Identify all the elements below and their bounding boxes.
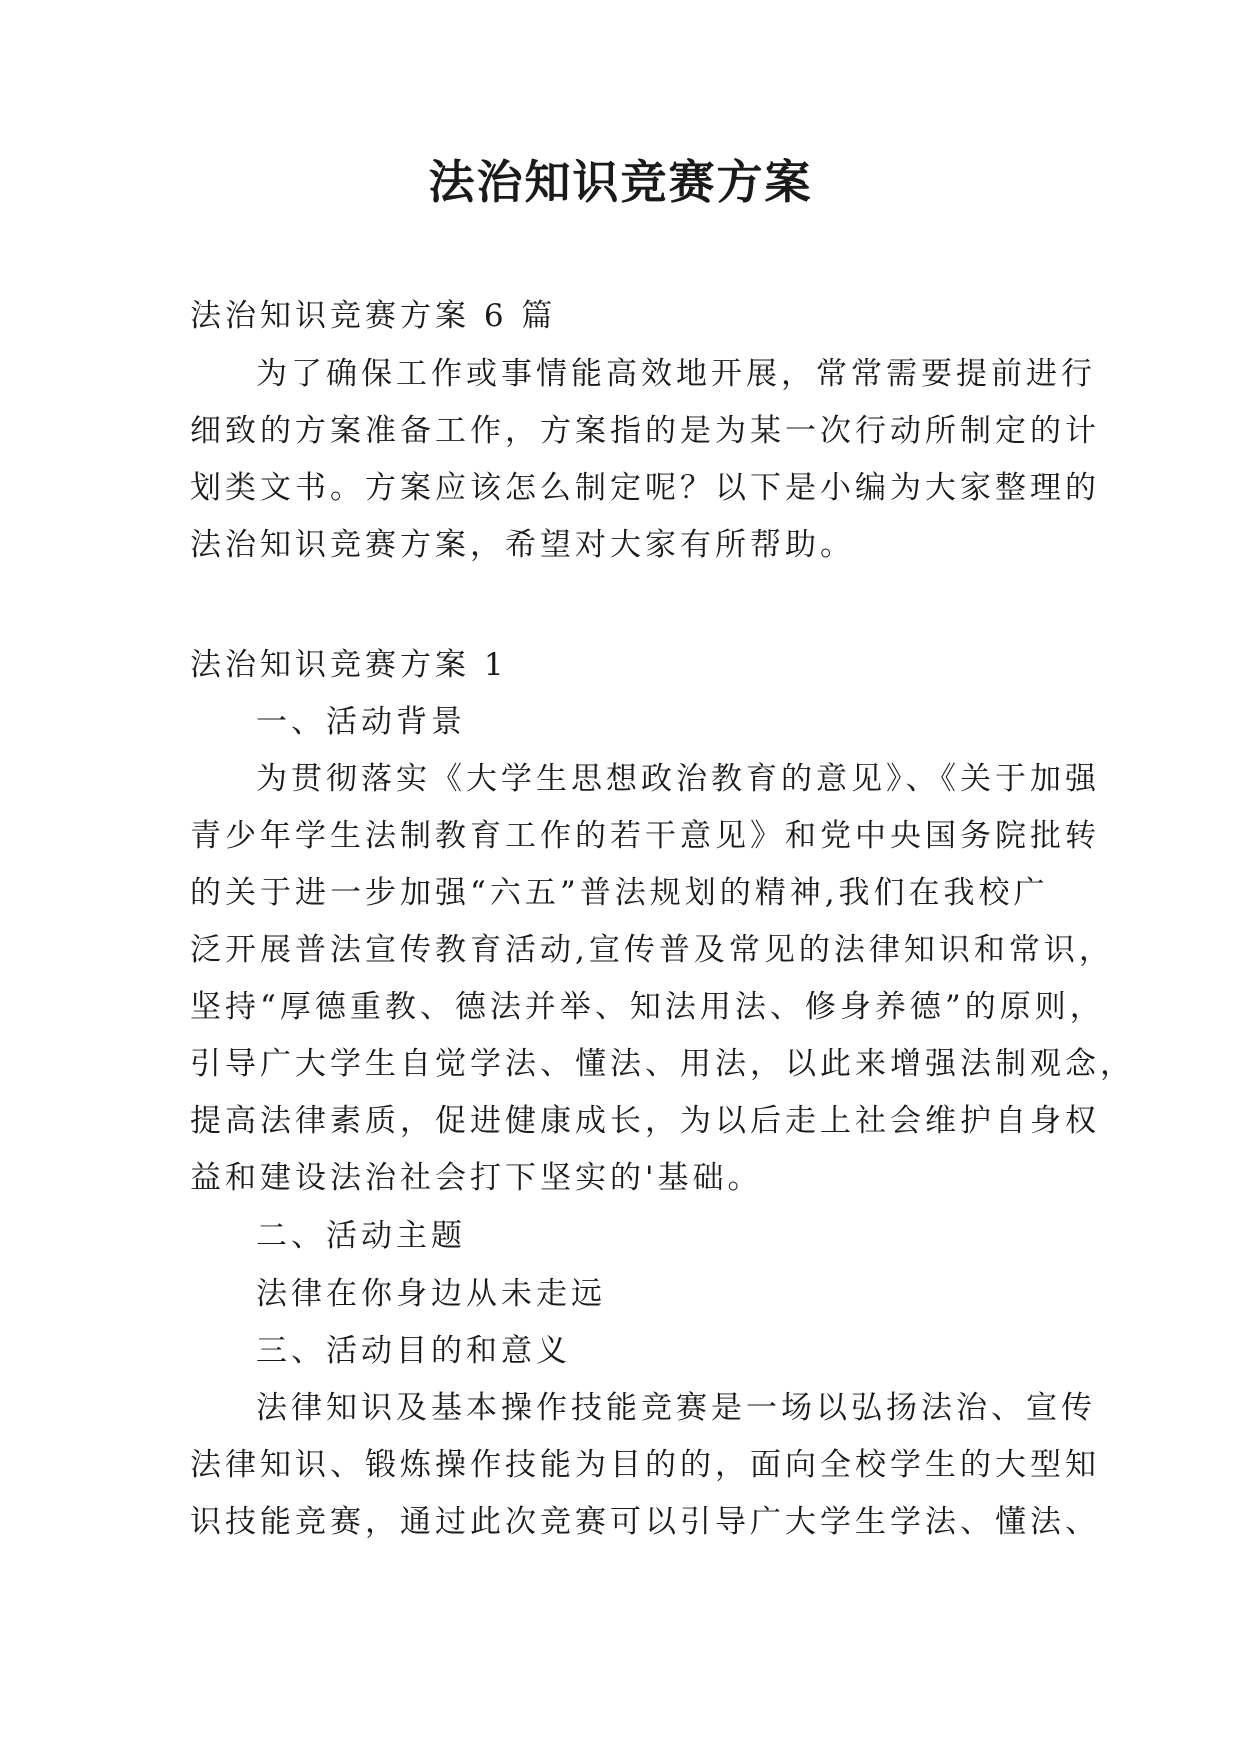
paragraph-line: 细致的方案准备工作，方案指的是为某一次行动所制定的计: [190, 413, 1100, 449]
paragraph-line: 为贯彻落实《大学生思想政治教育的意见》、《关于加强: [256, 761, 1100, 797]
paragraph-line: 益和建设法治社会打下坚实的'基础。: [190, 1160, 763, 1196]
paragraph-line: 坚持“厚德重教、德法并举、知法用法、修身养德”的原则，: [190, 989, 1105, 1025]
paragraph-line: 法律在你身边从未走远: [256, 1276, 606, 1312]
section-heading: 法治知识竞赛方案 1: [190, 647, 508, 683]
paragraph-line: 划类文书。方案应该怎么制定呢？以下是小编为大家整理的: [190, 470, 1100, 506]
paragraph-line: 泛开展普法宣传教育活动,宣传普及常见的法律知识和常识，: [190, 932, 1114, 968]
subheading: 二、活动主题: [256, 1218, 466, 1254]
paragraph-line: 识技能竞赛，通过此次竞赛可以引导广大学生学法、懂法、: [190, 1504, 1100, 1540]
subheading: 一、活动背景: [256, 704, 466, 740]
paragraph-line: 法律知识、锻炼操作技能为目的的，面向全校学生的大型知: [190, 1447, 1100, 1483]
doc-heading: 法治知识竞赛方案 6 篇: [190, 298, 557, 334]
paragraph-line: 为了确保工作或事情能高效地开展，常常需要提前进行: [256, 356, 1096, 392]
paragraph-line: 法律知识及基本操作技能竞赛是一场以弘扬法治、宣传: [256, 1390, 1096, 1426]
paragraph-line: 提高法律素质，促进健康成长，为以后走上社会维护自身权: [190, 1103, 1100, 1139]
paragraph-line: 引导广大学生自觉学法、懂法、用法，以此来增强法制观念，: [190, 1046, 1135, 1082]
document-title: 法治知识竞赛方案: [428, 155, 813, 209]
subheading: 三、活动目的和意义: [256, 1333, 571, 1369]
paragraph-line: 的关于进一步加强“六五”普法规划的精神,我们在我校广: [190, 875, 1049, 911]
paragraph-line: 青少年学生法制教育工作的若干意见》和党中央国务院批转: [190, 818, 1100, 854]
paragraph-line: 法治知识竞赛方案，希望对大家有所帮助。: [190, 527, 855, 563]
